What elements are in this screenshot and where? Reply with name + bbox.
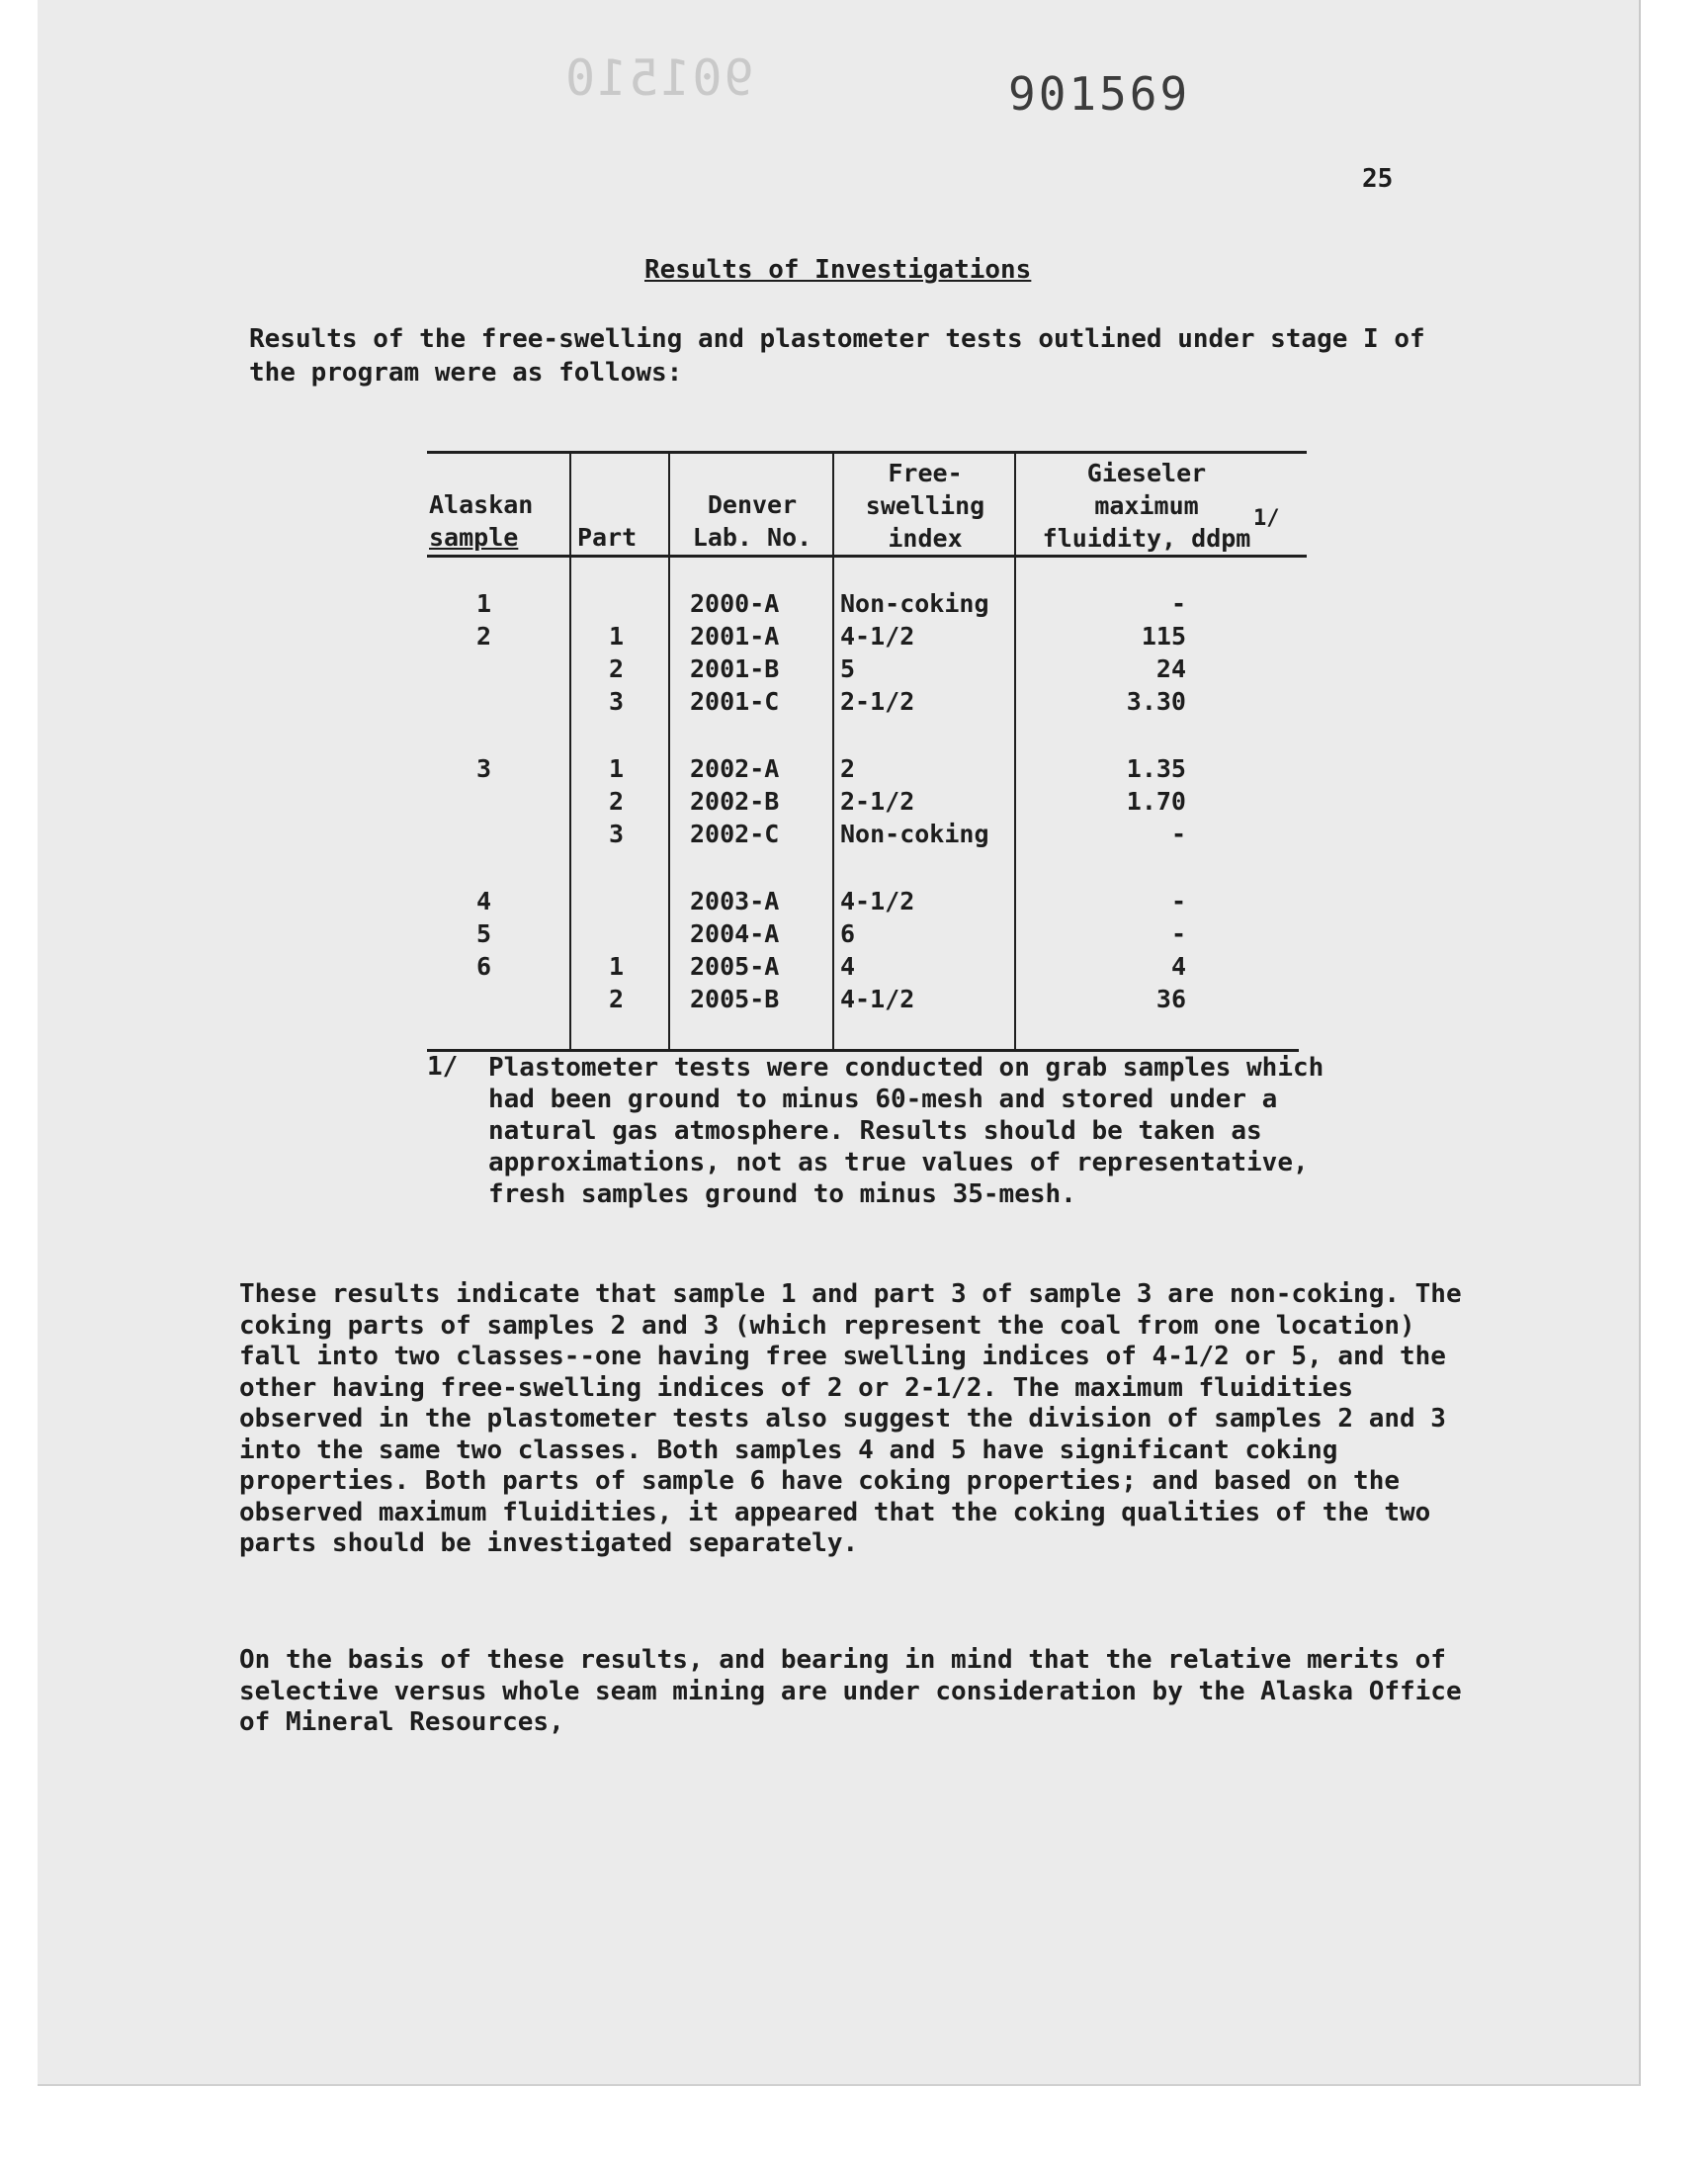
cell-swelling: 5: [840, 654, 856, 683]
cell-lab-no: 2001-A: [690, 622, 780, 651]
cell-part: 1: [609, 754, 625, 783]
header-free-swelling-index: Free- swelling index: [865, 459, 985, 553]
footnote-marker: 1/: [427, 1052, 459, 1082]
table-top-rule: [427, 451, 1307, 454]
header-denver-lab-no: Denver Lab. No.: [692, 490, 812, 552]
fluidity-footnote-ref: 1/: [1253, 506, 1280, 531]
cell-swelling: 2: [840, 754, 856, 783]
cell-swelling: 4-1/2: [840, 622, 915, 651]
cell-swelling: 6: [840, 919, 856, 948]
cell-lab-no: 2002-B: [690, 787, 780, 816]
cell-lab-no: 2000-A: [690, 589, 780, 618]
cell-sample: 6: [476, 952, 492, 981]
cell-lab-no: 2001-C: [690, 687, 780, 716]
column-divider: [569, 453, 571, 1050]
cell-sample: 5: [476, 919, 492, 948]
cell-swelling: Non-coking: [840, 820, 989, 848]
cell-fluidity: -: [1170, 589, 1186, 618]
document-page: [38, 0, 1641, 2086]
cell-swelling: 4-1/2: [840, 985, 915, 1013]
cell-fluidity: -: [1170, 887, 1186, 915]
cell-part: 1: [609, 622, 625, 651]
cell-fluidity: -: [1170, 919, 1186, 948]
cell-fluidity: -: [1170, 820, 1186, 848]
cell-lab-no: 2002-A: [690, 754, 780, 783]
cell-sample: 2: [476, 622, 492, 651]
cell-part: 2: [609, 654, 625, 683]
cell-fluidity: 1.35: [1126, 754, 1186, 783]
cell-lab-no: 2004-A: [690, 919, 780, 948]
cell-swelling: 4-1/2: [840, 887, 915, 915]
cell-part: 2: [609, 985, 625, 1013]
cell-lab-no: 2005-A: [690, 952, 780, 981]
intro-paragraph: Results of the free-swelling and plastometer tests outlined under stage I of the program were as follows:: [249, 324, 1425, 388]
cell-part: 3: [609, 687, 625, 716]
cell-swelling: Non-coking: [840, 589, 989, 618]
page-number: 25: [1362, 164, 1394, 194]
section-heading: Results of Investigations: [644, 255, 1032, 285]
cell-part: 2: [609, 787, 625, 816]
cell-sample: 3: [476, 754, 492, 783]
header-alaskan-sample: Alaskan sample: [429, 490, 534, 552]
cell-part: 1: [609, 952, 625, 981]
cell-fluidity: 4: [1170, 952, 1186, 981]
cell-lab-no: 2005-B: [690, 985, 780, 1013]
closing-paragraph: On the basis of these results, and bearing in mind that the relative merits of selective versus whole seam mining are under consideration by the Alaska Office of Mineral Resources,: [239, 1645, 1462, 1737]
cell-lab-no: 2002-C: [690, 820, 780, 848]
cell-sample: 4: [476, 887, 492, 915]
cell-fluidity: 1.70: [1126, 787, 1186, 816]
cell-lab-no: 2003-A: [690, 887, 780, 915]
header-gieseler-fluidity: Gieseler maximum fluidity, ddpm: [1042, 459, 1251, 553]
document-number-stamp: 901569: [1008, 67, 1191, 121]
column-divider: [1014, 453, 1016, 1050]
cell-fluidity: 24: [1155, 654, 1186, 683]
cell-fluidity: 3.30: [1126, 687, 1186, 716]
table-header-rule: [427, 555, 1307, 558]
faint-document-stamp: 901510: [563, 49, 754, 107]
cell-fluidity: 115: [1141, 622, 1186, 651]
column-divider: [832, 453, 834, 1050]
footnote-text: Plastometer tests were conducted on grab samples which had been ground to minus 60-mesh and stored under a natural gas atmosphere. Results should be taken as approximations, not as true values of representative, fresh samples ground to minus 35-mesh.: [488, 1053, 1324, 1209]
cell-fluidity: 36: [1155, 985, 1186, 1013]
cell-swelling: 4: [840, 952, 856, 981]
cell-part: 3: [609, 820, 625, 848]
cell-lab-no: 2001-B: [690, 654, 780, 683]
header-part: Part: [577, 523, 638, 552]
column-divider: [668, 453, 670, 1050]
cell-swelling: 2-1/2: [840, 687, 915, 716]
cell-sample: 1: [476, 589, 492, 618]
results-paragraph: These results indicate that sample 1 and part 3 of sample 3 are non-coking. The coking parts of samples 2 and 3 (which represent the coal from one location) fall into two classes--one having free swelling indices of 4-1/2 or 5, and the other having free-swelling indices of 2 or 2-1/2. The maximum fluidities observed in the plastometer tests also suggest the division of samples 2 and 3 into the same two classes. Both samples 4 and 5 have significant coking properties. Both parts of sample 6 have coking properties; and based on the observed maximum fluidities, it appeared that the coking qualities of the two parts should be investigated separately.: [239, 1279, 1462, 1558]
cell-swelling: 2-1/2: [840, 787, 915, 816]
